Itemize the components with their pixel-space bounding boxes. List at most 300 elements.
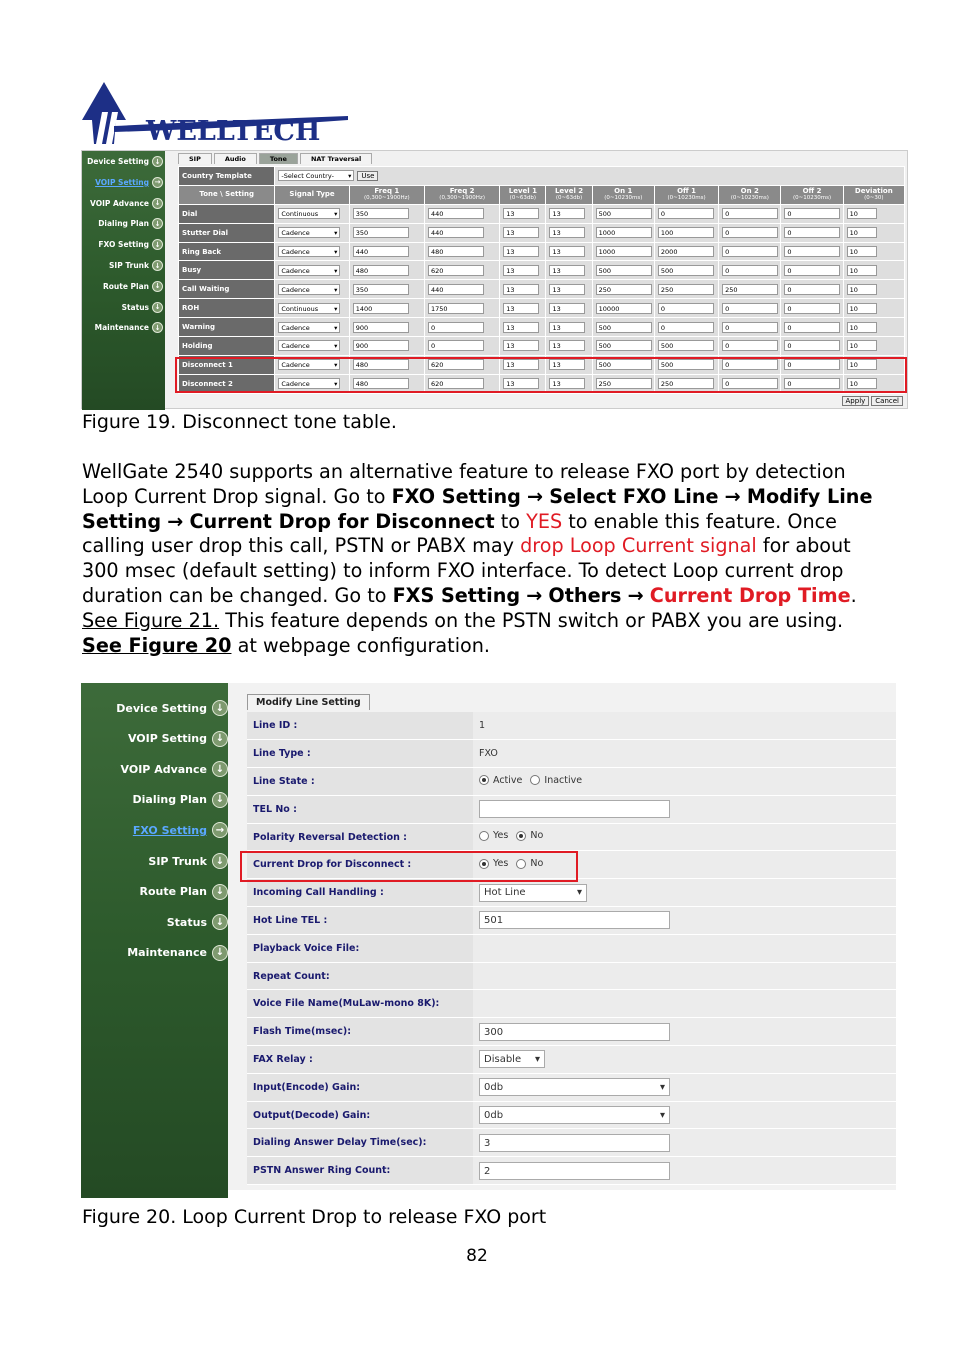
- tone-value-input[interactable]: 480: [353, 359, 409, 370]
- chevron-down-icon: ▾: [534, 1053, 540, 1065]
- field-label: Polarity Reversal Detection :: [247, 823, 473, 851]
- menu-path-fxs-setting: FXS Setting: [392, 583, 521, 607]
- field-label: Hot Line TEL :: [247, 907, 473, 935]
- tone-value-input[interactable]: 13: [549, 303, 585, 314]
- tone-value-input[interactable]: 13: [549, 227, 585, 238]
- tone-value-input[interactable]: 0: [658, 208, 714, 219]
- signal-type-select[interactable]: [278, 227, 340, 238]
- menu-path-modify-line-setting: Modify Line Setting: [82, 484, 873, 533]
- field-select[interactable]: [479, 884, 587, 902]
- field-input[interactable]: 3: [479, 1134, 670, 1152]
- tone-value-input[interactable]: 500: [658, 340, 714, 351]
- tab-sip[interactable]: SIP: [178, 153, 212, 164]
- tone-value-input[interactable]: 100: [658, 227, 714, 238]
- signal-type-select[interactable]: [278, 265, 340, 276]
- chevron-down-icon: ▾: [334, 210, 338, 219]
- arrow-down-icon: ↓: [152, 156, 163, 167]
- tone-value-input[interactable]: 1400: [353, 303, 409, 314]
- figure-19-screenshot: [81, 150, 908, 409]
- column-header: [546, 185, 592, 204]
- tone-value-input[interactable]: 13: [549, 265, 585, 276]
- yes-emphasis: YES: [526, 509, 563, 533]
- column-range: (0,300~1900Hz): [439, 194, 485, 201]
- radio-option[interactable]: [530, 775, 582, 786]
- tone-cell: [781, 204, 843, 223]
- tone-cell: [424, 299, 499, 318]
- tone-cell: [349, 318, 424, 337]
- tone-cell: [781, 280, 843, 299]
- column-header: [843, 185, 904, 204]
- signal-type-select[interactable]: [278, 208, 340, 219]
- tone-cell: [781, 337, 843, 356]
- table-row: [179, 223, 905, 242]
- field-value: [473, 1129, 896, 1157]
- radio-label: Yes: [493, 858, 509, 870]
- page-number: 82: [466, 1246, 488, 1266]
- tone-cell: [546, 280, 592, 299]
- tone-cell: [424, 280, 499, 299]
- signal-type-value: Cadence: [281, 323, 310, 332]
- tone-name: Disconnect 1: [179, 355, 275, 374]
- tone-value-input[interactable]: 440: [428, 227, 484, 238]
- column-range: (0~30): [864, 194, 884, 201]
- tone-value-input[interactable]: 0: [722, 227, 778, 238]
- field-label: Line ID :: [247, 712, 473, 740]
- arrow-icon: →: [526, 583, 543, 607]
- sidebar-item-maintenance[interactable]: [85, 322, 165, 333]
- field-value: [473, 990, 896, 1018]
- field-value: [473, 1157, 896, 1185]
- tone-value-input[interactable]: 0: [784, 227, 840, 238]
- field-input[interactable]: 501: [479, 911, 670, 929]
- tone-value-input[interactable]: 620: [428, 359, 484, 370]
- tone-value-input[interactable]: 13: [503, 265, 539, 276]
- text-span: to: [494, 509, 527, 533]
- sidebar-item-label: VOIP Advance: [120, 762, 207, 776]
- tone-cell: [592, 299, 654, 318]
- tone-value-input[interactable]: 13: [549, 246, 585, 257]
- arrow-down-icon: ↓: [212, 792, 228, 808]
- tone-value-input[interactable]: 0: [722, 340, 778, 351]
- tone-cell: [654, 204, 718, 223]
- sidebar-item-sip-trunk[interactable]: [88, 853, 228, 869]
- tone-cell: [654, 223, 718, 242]
- column-range: (0~10230ms): [730, 194, 769, 201]
- tone-value-input[interactable]: 500: [596, 322, 652, 333]
- sidebar-nav: [81, 683, 228, 1198]
- column-title: Level 2: [554, 186, 584, 195]
- signal-type-select[interactable]: [278, 322, 340, 333]
- field-select-value: Hot Line: [484, 887, 526, 899]
- panel-title-tab[interactable]: Modify Line Setting: [247, 694, 370, 710]
- form-row: [247, 1101, 896, 1129]
- sidebar-item-maintenance[interactable]: [88, 945, 228, 961]
- tone-cell: [546, 204, 592, 223]
- field-label: Input(Encode) Gain:: [247, 1073, 473, 1101]
- tone-value-input[interactable]: 620: [428, 378, 484, 389]
- column-range: (0~10230ms): [792, 194, 832, 201]
- tone-value-input[interactable]: 0: [784, 340, 840, 351]
- signal-type-value: Cadence: [281, 229, 310, 238]
- tone-cell: [719, 337, 781, 356]
- tone-value-input[interactable]: 440: [428, 208, 484, 219]
- sidebar-item-voip-setting[interactable]: [85, 177, 165, 188]
- sidebar-item-route-plan[interactable]: [85, 281, 165, 292]
- arrow-down-icon: ↓: [152, 239, 163, 250]
- form-row: [247, 1157, 896, 1185]
- tone-value-input[interactable]: 0: [658, 322, 714, 333]
- tone-cell: [424, 337, 499, 356]
- tone-value-input[interactable]: 13: [549, 340, 585, 351]
- chevron-down-icon: ▾: [348, 172, 352, 181]
- text-span: to enable this feature. Once calling user drop this call, PSTN or PABX may: [82, 509, 837, 558]
- field-value: [473, 712, 896, 740]
- field-value: [473, 1046, 896, 1074]
- chevron-down-icon: ▾: [334, 266, 338, 275]
- field-input[interactable]: 2: [479, 1162, 670, 1180]
- form-row: [247, 1018, 896, 1046]
- tone-value-input[interactable]: 13: [549, 208, 585, 219]
- column-title: Freq 1: [374, 186, 400, 195]
- field-value: [473, 1101, 896, 1129]
- signal-type-select[interactable]: [278, 340, 340, 351]
- tone-cell: [719, 242, 781, 261]
- tone-cell: [592, 204, 654, 223]
- tone-value-input[interactable]: 13: [549, 359, 585, 370]
- chevron-down-icon: ▾: [334, 380, 338, 389]
- form-row: [247, 879, 896, 907]
- form-row: [247, 712, 896, 740]
- table-row: [179, 261, 905, 280]
- tone-cell: [654, 299, 718, 318]
- tone-cell: [275, 223, 349, 242]
- arrow-icon: →: [724, 484, 741, 508]
- field-input[interactable]: 300: [479, 1023, 670, 1041]
- tone-value-input[interactable]: 10: [847, 284, 877, 295]
- chevron-down-icon: ▾: [334, 304, 338, 313]
- see-figure-21-link[interactable]: See Figure 21.: [82, 608, 220, 632]
- tone-value-input[interactable]: 0: [722, 265, 778, 276]
- tab-audio[interactable]: Audio: [214, 153, 257, 164]
- text-span: for about 300 msec (default setting) to inform FXO interface. To detect Loop current drop duration can be changed. Go to: [82, 534, 851, 607]
- radio-button-icon: [530, 775, 540, 785]
- tone-value-input[interactable]: 620: [428, 265, 484, 276]
- arrow-down-icon: ↓: [212, 761, 228, 777]
- tone-value-input[interactable]: 13: [503, 303, 539, 314]
- signal-type-select[interactable]: [278, 303, 340, 314]
- sidebar-item-status[interactable]: [85, 302, 165, 313]
- field-value: [473, 1073, 896, 1101]
- tone-cell: [781, 299, 843, 318]
- tone-value-input[interactable]: 0: [428, 322, 484, 333]
- tone-value-input[interactable]: 10: [847, 340, 877, 351]
- apply-button[interactable]: Apply: [842, 396, 870, 406]
- tone-value-input[interactable]: 13: [503, 208, 539, 219]
- welltech-logo: [80, 80, 352, 146]
- tone-value-input[interactable]: 0: [784, 303, 840, 314]
- tone-value-input[interactable]: 440: [428, 284, 484, 295]
- column-header: [349, 185, 424, 204]
- country-select[interactable]: [278, 170, 354, 181]
- tone-cell: [592, 261, 654, 280]
- tone-value-input[interactable]: 1750: [428, 303, 484, 314]
- column-header: [592, 185, 654, 204]
- column-range: (0~10230ms): [604, 194, 643, 201]
- sidebar-item-dialing-plan[interactable]: [88, 792, 228, 808]
- chevron-down-icon: ▾: [334, 361, 338, 370]
- tone-name: Dial: [179, 204, 275, 223]
- tone-value-input[interactable]: 350: [353, 208, 409, 219]
- sidebar-item-label: Device Setting: [87, 157, 149, 166]
- tone-value-input[interactable]: 10: [847, 303, 877, 314]
- tone-cell: [592, 280, 654, 299]
- arrow-down-icon: ↓: [152, 281, 163, 292]
- tone-value-input[interactable]: 1000: [596, 227, 652, 238]
- tone-value-input[interactable]: 0: [428, 340, 484, 351]
- menu-path-current-drop: Current Drop for Disconnect: [189, 509, 495, 533]
- menu-path-others: Others: [548, 583, 622, 607]
- tone-value-input[interactable]: 500: [596, 340, 652, 351]
- tone-value-input[interactable]: 10: [847, 265, 877, 276]
- tone-value-input[interactable]: 10: [847, 378, 877, 389]
- tone-value-input[interactable]: 13: [503, 227, 539, 238]
- field-select[interactable]: [479, 1078, 670, 1096]
- arrow-right-icon: →: [212, 822, 228, 838]
- tone-cell: [424, 261, 499, 280]
- field-value: [473, 740, 896, 768]
- text-span: at webpage configuration.: [231, 633, 491, 657]
- tone-value-input[interactable]: 440: [353, 246, 409, 257]
- tone-value-input[interactable]: 0: [722, 359, 778, 370]
- tone-value-input[interactable]: 0: [722, 322, 778, 333]
- sidebar-item-fxo-setting[interactable]: [85, 239, 165, 250]
- tone-value-input[interactable]: 0: [784, 378, 840, 389]
- tone-value-input[interactable]: 10: [847, 246, 877, 257]
- tone-cell: [424, 242, 499, 261]
- column-title: Off 1: [677, 186, 696, 195]
- field-label: Dialing Answer Delay Time(sec):: [247, 1129, 473, 1157]
- tone-value-input[interactable]: 13: [503, 284, 539, 295]
- tone-value-input[interactable]: 250: [596, 378, 652, 389]
- sidebar-item-route-plan[interactable]: [88, 884, 228, 900]
- tone-value-input[interactable]: 250: [596, 284, 652, 295]
- tone-value-input[interactable]: 0: [784, 208, 840, 219]
- radio-button-icon: [479, 831, 489, 841]
- tone-value-input[interactable]: 0: [722, 378, 778, 389]
- sidebar-item-dialing-plan[interactable]: [85, 218, 165, 229]
- tone-cell: [424, 318, 499, 337]
- sidebar-item-sip-trunk[interactable]: [85, 260, 165, 271]
- sidebar-item-label: Status: [166, 915, 207, 929]
- country-select-value: -Select Country-: [281, 172, 334, 181]
- tone-value-input[interactable]: 10: [847, 227, 877, 238]
- signal-type-value: Cadence: [281, 361, 310, 370]
- sidebar-item-voip-setting[interactable]: [88, 731, 228, 747]
- field-label: TEL No :: [247, 795, 473, 823]
- tone-value-input[interactable]: 0: [722, 246, 778, 257]
- tone-cell: [275, 318, 349, 337]
- form-row: [247, 795, 896, 823]
- field-label: Line State :: [247, 768, 473, 796]
- field-label: Current Drop for Disconnect :: [247, 851, 473, 879]
- sidebar-item-label: VOIP Setting: [95, 177, 149, 187]
- tone-cell: [546, 242, 592, 261]
- tone-cell: [275, 299, 349, 318]
- tone-value-input[interactable]: 13: [503, 340, 539, 351]
- tone-cell: [843, 261, 904, 280]
- tone-cell: [654, 242, 718, 261]
- tone-value-input[interactable]: 13: [549, 378, 585, 389]
- tone-cell: [654, 280, 718, 299]
- tone-value-input[interactable]: 900: [353, 322, 409, 333]
- tone-cell: [546, 318, 592, 337]
- tone-value-input[interactable]: 500: [596, 208, 652, 219]
- tone-cell: [719, 280, 781, 299]
- column-title: On 2: [740, 186, 759, 195]
- text-span: WellGate 2540 supports an alternative feature to release FXO port by detection Loop Current Drop signal. Go to: [82, 460, 846, 508]
- sidebar-item-voip-advance[interactable]: [88, 761, 228, 777]
- sidebar-nav: [82, 151, 165, 410]
- figure-20-screenshot: [81, 683, 896, 1198]
- chevron-down-icon: ▾: [576, 887, 582, 899]
- signal-type-select[interactable]: [278, 284, 340, 295]
- tone-value-input[interactable]: 0: [784, 322, 840, 333]
- tone-name: Warning: [179, 318, 275, 337]
- tone-table-header: [179, 185, 905, 204]
- tone-value-input[interactable]: 0: [658, 303, 714, 314]
- tone-value-input[interactable]: 250: [658, 284, 714, 295]
- field-value: [473, 879, 896, 907]
- logo-wordmark: WELLTECH: [146, 116, 321, 146]
- sidebar-item-device-setting[interactable]: [88, 700, 228, 716]
- table-row: [179, 204, 905, 223]
- tone-value-input[interactable]: 13: [503, 378, 539, 389]
- table-row: [179, 318, 905, 337]
- tone-value-input[interactable]: 500: [596, 359, 652, 370]
- tone-value-input[interactable]: 500: [658, 265, 714, 276]
- cancel-button[interactable]: Cancel: [871, 396, 903, 406]
- tone-value-input[interactable]: 480: [428, 246, 484, 257]
- tone-cell: [500, 204, 546, 223]
- column-title: On 1: [614, 186, 633, 195]
- tone-value-input[interactable]: 500: [658, 359, 714, 370]
- tone-value-input[interactable]: 10000: [596, 303, 652, 314]
- field-select[interactable]: [479, 1106, 670, 1124]
- tone-name: Busy: [179, 261, 275, 280]
- field-label: FAX Relay :: [247, 1046, 473, 1074]
- tone-value-input[interactable]: 480: [353, 378, 409, 389]
- tab-nat-traversal[interactable]: NAT Traversal: [300, 153, 372, 164]
- text-span: This feature depends on the PSTN switch or PABX you are using.: [219, 608, 844, 632]
- tone-cell: [500, 280, 546, 299]
- tone-value-input[interactable]: 900: [353, 340, 409, 351]
- sidebar-item-label: Device Setting: [116, 701, 207, 715]
- column-header: [719, 185, 781, 204]
- signal-type-value: Cadence: [281, 266, 310, 275]
- tone-value-input[interactable]: 10: [847, 359, 877, 370]
- signal-type-select[interactable]: [278, 246, 340, 257]
- tab-tone[interactable]: Tone: [259, 153, 298, 164]
- chevron-down-icon: ▾: [334, 248, 338, 256]
- arrow-down-icon: ↓: [212, 853, 228, 869]
- column-title: Deviation: [854, 186, 893, 195]
- tone-value-input[interactable]: 500: [596, 265, 652, 276]
- arrow-down-icon: ↓: [212, 700, 228, 716]
- arrow-down-icon: ↓: [152, 260, 163, 271]
- chevron-down-icon: ▾: [334, 323, 338, 332]
- arrow-icon: →: [627, 583, 644, 607]
- tone-value-input[interactable]: 350: [353, 284, 409, 295]
- tone-value-input[interactable]: 350: [353, 227, 409, 238]
- sidebar-item-status[interactable]: [88, 914, 228, 930]
- tone-cell: [719, 204, 781, 223]
- field-input[interactable]: [479, 800, 670, 818]
- tone-cell: [500, 299, 546, 318]
- tone-value-input[interactable]: 10: [847, 208, 877, 219]
- column-title: Level 1: [508, 186, 537, 195]
- tone-value-input[interactable]: 0: [784, 246, 840, 257]
- radio-label: Inactive: [544, 774, 583, 786]
- tone-name: Stutter Dial: [179, 223, 275, 242]
- radio-option[interactable]: [479, 830, 508, 841]
- tone-cell: [781, 223, 843, 242]
- tone-cell: [349, 223, 424, 242]
- sidebar-item-device-setting[interactable]: [85, 156, 165, 167]
- tone-value-input[interactable]: 250: [658, 378, 714, 389]
- sidebar-item-label: Maintenance: [94, 323, 149, 333]
- field-label: Repeat Count:: [247, 962, 473, 990]
- sidebar-item-label: Route Plan: [139, 885, 207, 899]
- tone-value-input[interactable]: 250: [722, 284, 778, 295]
- signal-type-value: Continuous: [281, 210, 319, 219]
- radio-label: No: [530, 858, 544, 870]
- tone-value-input[interactable]: 0: [784, 265, 840, 276]
- sidebar-item-label: Dialing Plan: [132, 793, 207, 807]
- tone-name: ROH: [179, 299, 275, 318]
- sidebar-item-fxo-setting[interactable]: [88, 822, 228, 838]
- arrow-right-icon: →: [152, 177, 163, 188]
- tone-value-input[interactable]: 0: [722, 208, 778, 219]
- column-header: [424, 185, 499, 204]
- tone-value-input[interactable]: 13: [503, 359, 539, 370]
- radio-option[interactable]: [479, 775, 522, 786]
- tone-cell: [843, 318, 904, 337]
- tone-value-input[interactable]: 13: [503, 246, 539, 257]
- sidebar-item-voip-advance[interactable]: [85, 198, 165, 209]
- tone-value-input[interactable]: 0: [784, 284, 840, 295]
- tone-value-input[interactable]: 10: [847, 322, 877, 333]
- radio-label: Active: [493, 774, 523, 786]
- tone-cell: [546, 299, 592, 318]
- tone-cell: [424, 223, 499, 242]
- see-figure-20-link[interactable]: See Figure 20: [82, 633, 232, 657]
- use-button[interactable]: Use: [357, 171, 378, 181]
- tone-value-input[interactable]: 13: [549, 284, 585, 295]
- field-select[interactable]: [479, 1050, 545, 1068]
- tone-cell: [719, 223, 781, 242]
- tone-cell: [654, 337, 718, 356]
- tone-cell: [843, 242, 904, 261]
- radio-option[interactable]: [516, 830, 543, 841]
- tone-value-input[interactable]: 480: [353, 265, 409, 276]
- tone-value-input[interactable]: 1000: [596, 246, 652, 257]
- tone-value-input[interactable]: 2000: [658, 246, 714, 257]
- tone-value-input[interactable]: 0: [784, 359, 840, 370]
- tone-value-input[interactable]: 13: [549, 322, 585, 333]
- tone-cell: [546, 261, 592, 280]
- tone-value-input[interactable]: 13: [503, 322, 539, 333]
- tone-value-input[interactable]: 0: [722, 303, 778, 314]
